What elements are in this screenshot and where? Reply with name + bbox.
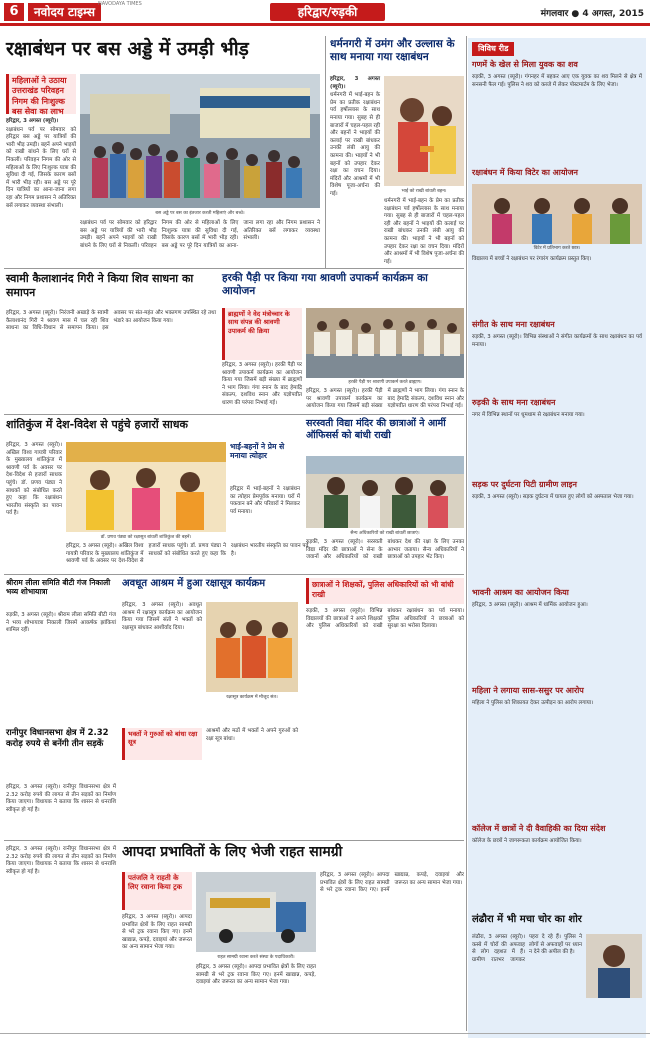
brand-sub: NAVODAYA TIMES [98, 1, 142, 7]
lead-headline: रक्षाबंधन पर बस अड्डे में उमड़ी भीड़ [6, 38, 249, 60]
aapda-photo [196, 872, 316, 952]
army-officers-rakhi-photo [306, 456, 464, 528]
avdhoot-caption: रक्षासूत्र कार्यक्रम में मौजूद संत। [226, 695, 278, 700]
aapda-subhead: पतंजलि ने राहती के लिए रवाना किया ट्रक [122, 872, 192, 910]
dharm-dateline: हरिद्वार, 3 अगस्त (ब्यूरो)। [330, 76, 380, 90]
ranipur-headline: रानीपुर विधानसभा क्षेत्र में 2.32 करोड़ रुपये से बनेंगी तीन सड़कें [6, 728, 109, 749]
sidebar-item-body: हरिद्वार, 3 अगस्त (ब्यूरो)। आश्रम में धार्मिक आयोजन हुआ। [472, 602, 588, 608]
sidebar-item-body: रुड़की, 3 अगस्त (ब्यूरो)। विभिन्न संस्थाओं ने संगीत कार्यक्रमों के साथ रक्षाबंधन का पर्व मनाया। [472, 334, 642, 348]
harki-body-continued: हरिद्वार, 3 अगस्त (ब्यूरो)। हरकी पैड़ी पर श्रावणी उपाकर्म कार्यक्रम का आयोजन किया गया जिसमें बड़ी संख्या में ब्राह्मणों ने भाग लिया। गंगा स्नान के बाद हेमाद्रि संकल्प, दशविध स्नान और यज्ञोपवीत धारण की परंपरा निभाई गई। [306, 388, 464, 410]
landhaura-photo [586, 934, 642, 998]
relief-truck-photo [196, 872, 316, 952]
saraswati-caption: सैन्य अधिकारियों को राखी बांधतीं छात्राएं। [350, 531, 420, 536]
section-rule [4, 268, 464, 269]
sidebar-item-body: नगर में विभिन्न स्थानों पर धूमधाम से रक्षाबंधन मनाया गया। [472, 412, 585, 418]
lead-subhead: महिलाओं ने उठाया उत्तराखंड परिवहन निगम की निःशुल्क बस सेवा का लाभ [6, 74, 76, 114]
issue-date: मंगलवार ● 4 अगस्त, 2015 [540, 9, 644, 19]
swami-body: हरिद्वार, 3 अगस्त (ब्यूरो)। निरंजनी अखाड़े के स्वामी कैलाशानंद गिरी ने श्रावण मास में चल रही शिव साधना का विधि-विधान से समापन किया। इस अवसर पर संत-महंत और भक्तगण उपस्थित रहे तथा भंडारे का आयोजन किया गया। [6, 310, 216, 332]
landhaura-headline: लंढौरा में भी मचा चोर का शोर [472, 914, 582, 925]
avdhoot-headline: अवधूत आश्रम में हुआ रक्षासूत्र कार्यक्रम [122, 578, 266, 589]
landhaura-portrait-photo [586, 934, 642, 998]
masthead [0, 0, 650, 26]
lead-body-continued: रक्षाबंधन पर्व पर सोमवार को हरिद्वार बस अड्डे पर यात्रियों की भारी भीड़ उमड़ी। बहनें अपने भाइयों को राखी बांधने के लिए घरों से निकलीं। परिवहन निगम की ओर से महिलाओं के लिए निःशुल्क यात्रा की सुविधा दी गई, जिसके कारण बसों में भारी भीड़ रही। बस अड्डे पर पूरे दिन यात्रियों का आना-जाना लगा रहा और निगम प्रशासन ने अतिरिक्त बसें लगाकर व्यवस्था संभाली। [80, 220, 320, 249]
dharm-body-continued: धर्मनगरी में भाई-बहन के प्रेम का प्रतीक रक्षाबंधन पर्व हर्षोल्लास के साथ मनाया गया। सुबह से ही बाजारों में चहल-पहल रही और बहनों ने भाइयों की कलाई पर राखी बांधकर उनकी लंबी आयु की कामना की। भाइयों ने भी बहनों को उपहार देकर रक्षा का वचन दिया। मंदिरों और आश्रमों में भी विशेष पूजा-अर्चना की गई। [384, 198, 464, 265]
dharm-caption: भाई को राखी बांधती बहन। [401, 189, 447, 194]
section-rule [4, 840, 464, 841]
harki-subhead: ब्राह्मणों ने वेद मंत्रोच्चार के साथ संपन्न की श्रावणी उपाकर्म की क्रिया [222, 308, 302, 360]
aapda-body-more: हरिद्वार, 3 अगस्त (ब्यूरो)। आपदा प्रभावित क्षेत्रों के लिए राहत सामग्री से भरे ट्रक रवाना किए गए। इनमें खाद्यान्न, कपड़े, दवाइयां और जरूरत का अन्य सामान भेजा गया। [320, 872, 464, 894]
harki-caption: हरकी पैड़ी पर श्रावणी उपाकर्म करते ब्राह्मण। [348, 380, 422, 385]
sidebar-item-body: महिला ने पुलिस को शिकायत देकर उत्पीड़न का आरोप लगाया। [472, 700, 594, 706]
leela-body: रुड़की, 3 अगस्त (ब्यूरो)। श्रीराम लीला समिति बीटी गंज ने भव्य शोभायात्रा निकाली जिसमें आकर्षक झांकियां शामिल रहीं। [6, 612, 116, 634]
bus-stand-crowd-photo [80, 74, 320, 208]
section-title: हरिद्वार/रुड़की [270, 3, 385, 21]
sidebar-item-body: कॉलेज के छात्रों ने जागरूकता कार्यक्रम आयोजित किया। [472, 838, 582, 844]
aapda-body: हरिद्वार, 3 अगस्त (ब्यूरो)। आपदा प्रभावित क्षेत्रों के लिए राहत सामग्री से भरे ट्रक रवाना किए गए। इनमें खाद्यान्न, कपड़े, दवाइयां और जरूरत का अन्य सामान भेजा गया। [122, 914, 192, 951]
swami-headline: स्वामी कैलाशानंद गिरी ने किया शिव साधना का समापन [6, 272, 194, 299]
section-rule [4, 574, 464, 575]
sidebar-item-title: महिला ने लगाया सास-ससुर पर आरोप [472, 686, 584, 695]
ranipur-body: हरिद्वार, 3 अगस्त (ब्यूरो)। रानीपुर विधानसभा क्षेत्र में 2.32 करोड़ रुपये की लागत से तीन सड़कों का निर्माण किया जाएगा। विधायक ने बताया कि शासन से धनराशि स्वीकृत हो गई है। [6, 784, 116, 813]
saraswati-photo [306, 456, 464, 528]
dharm-photo [384, 76, 464, 186]
brand-logo: नवोदय टाइम्स [28, 3, 101, 21]
sidebar-item-title: भावनी आश्रम का आयोजन किया [472, 588, 569, 597]
rakshasutra-saints-photo [206, 602, 298, 692]
leela-headline: श्रीराम लीला समिति बीटी गंज निकाली भव्य शोभायात्रा [6, 578, 111, 597]
guru-body: आश्रमों और मठों में भक्तों ने अपने गुरुओं को रक्षा सूत्र बांधा। [206, 728, 298, 742]
avdhoot-photo [206, 602, 298, 692]
sidebar-photo [472, 184, 642, 244]
lead-body [6, 118, 76, 264]
shanti-caption: डॉ. प्रणव पंड्या को रक्षासूत्र बांधतीं शांतिकुंज की बहनें। [100, 535, 192, 540]
harki-photo [306, 308, 464, 378]
section-rule [4, 414, 464, 415]
sidebar-item-body: रुड़की, 3 अगस्त (ब्यूरो)। सड़क दुर्घटना में घायल हुए लोगों को अस्पताल भेजा गया। [472, 494, 634, 500]
lead-photo [80, 74, 320, 208]
sidebar-item-body: विद्यालय में बच्चों ने रक्षाबंधन पर रंगारंग कार्यक्रम प्रस्तुत किए। [472, 256, 592, 262]
students-event-photo [472, 184, 642, 244]
bhaibahan-body: हरिद्वार में भाई-बहनों ने रक्षाबंधन का त्योहार प्रेमपूर्वक मनाया। घरों में पकवान बने और परिवारों ने मिलकर पर्व मनाया। [230, 486, 300, 515]
police-body: रुड़की, 3 अगस्त (ब्यूरो)। विभिन्न विद्यालयों की छात्राओं ने अपने शिक्षकों और पुलिस अधिकारियों को राखी बांधकर रक्षाबंधन का पर्व मनाया। पुलिस अधिकारियों ने छात्राओं को सुरक्षा का भरोसा दिलाया। [306, 608, 464, 630]
sidebar-item-title: गणमें के खेल से मिला युवक का शव [472, 60, 578, 69]
lead-caption: बस अड्डे पर बस का इंतजार करती महिलाएं और बच्चे। [155, 211, 245, 216]
sidebar-item-title: कॉलेज में छात्रों ने दी वैवाहिकी का दिया संदेश [472, 824, 606, 833]
lead-text: रक्षाबंधन पर्व पर सोमवार को हरिद्वार बस अड्डे पर यात्रियों की भारी भीड़ उमड़ी। बहनें अपने भाइयों को राखी बांधने के लिए घरों से निकलीं। परिवहन निगम की ओर से महिलाओं के लिए निःशुल्क यात्रा की सुविधा दी गई, जिसके कारण बसों में भारी भीड़ रही। बस अड्डे पर पूरे दिन यात्रियों का आना-जाना लगा रहा और निगम प्रशासन ने अतिरिक्त बसें लगाकर व्यवस्था संभाली। [6, 126, 76, 209]
shanti-photo [66, 442, 226, 532]
sidebar-item-title: सड़क पर दुर्घटना पिटी ग्रामीण लाइन [472, 480, 577, 489]
rakhi-tying-photo [384, 76, 464, 186]
sidebar-caption: विटेर में प्रतिभाग करते छात्र। [533, 246, 581, 251]
shanti-headline: शांतिकुंज में देश-विदेश से पहुंचे हजारों साधक [6, 418, 188, 431]
avdhoot-body: हरिद्वार, 3 अगस्त (ब्यूरो)। अवधूत आश्रम में रक्षासूत्र कार्यक्रम का आयोजन किया गया जिसमें संतों ने भक्तों को रक्षासूत्र बांधकर आशीर्वाद दिया। [122, 602, 202, 631]
sidebar-item-title: संगीत के साथ मना रक्षाबंधन [472, 320, 555, 329]
bhaibahan-headline: भाई-बहनों ने प्रेम से मनाया त्योहार [230, 442, 285, 461]
column-rule [325, 36, 326, 268]
sidebar-item-body: रुड़की, 3 अगस्त (ब्यूरो)। गंगनहर में बहकर आए एक युवक का शव मिलने से क्षेत्र में सनसनी फैल गई। पुलिस ने शव को कब्जे में लेकर पोस्टमार्टम के लिए भेजा। [472, 74, 642, 88]
column-rule [466, 36, 467, 1031]
aapda-body-continued: हरिद्वार, 3 अगस्त (ब्यूरो)। आपदा प्रभावित क्षेत्रों के लिए राहत सामग्री से भरे ट्रक रवाना किए गए। इनमें खाद्यान्न, कपड़े, दवाइयां और जरूरत का अन्य सामान भेजा गया। [196, 964, 316, 986]
page-number: 6 [4, 3, 24, 21]
sidebar-item-title: रक्षाबंधन में किया विटेर का आयोजन [472, 168, 578, 177]
harki-body: हरिद्वार, 3 अगस्त (ब्यूरो)। हरकी पैड़ी पर श्रावणी उपाकर्म कार्यक्रम का आयोजन किया गया जिसमें बड़ी संख्या में ब्राह्मणों ने भाग लिया। गंगा स्नान के बाद हेमाद्रि संकल्प, दशविध स्नान और यज्ञोपवीत धारण की परंपरा निभाई गई। [222, 362, 302, 406]
shanti-body-continued: हरिद्वार, 3 अगस्त (ब्यूरो)। अखिल विश्व गायत्री परिवार के मुख्यालय शांतिकुंज में श्रावणी पर्व के अवसर पर देश-विदेश से हजारों साधक पहुंचे। डॉ. प्रणव पंड्या ने साधकों को संबोधित करते हुए कहा कि रक्षाबंधन भारतीय संस्कृति का पावन पर्व है। [66, 543, 309, 565]
sidebar-item-title: रुड़की के साथ मना रक्षाबंधन [472, 398, 556, 407]
dharm-headline: धर्मनगरी में उमंग और उल्लास के साथ मनाया गया रक्षाबंधन [330, 38, 455, 64]
police-subhead: छात्राओं ने शिक्षकों, पुलिस अधिकारियों को भी बांधी राखी [306, 578, 464, 604]
saraswati-headline: सरस्वती विद्या मंदिर की छात्राओं ने आर्मी ऑफिसर्स को बांधी राखी [306, 418, 446, 441]
aapda-headline: आपदा प्रभावितों के लिए भेजी राहत सामग्री [122, 844, 343, 860]
dharm-body [330, 76, 380, 264]
lead-dateline: हरिद्वार, 3 अगस्त (ब्यूरो)। [6, 118, 59, 124]
saraswati-body: रुड़की, 3 अगस्त (ब्यूरो)। सरस्वती विद्या मंदिर की छात्राओं ने सेना के जवानों और अधिकारियों को राखी बांधकर देश की रक्षा के लिए उनका आभार जताया। सैन्य अधिकारियों ने छात्राओं को उपहार भेंट किए। [306, 539, 464, 561]
harki-headline: हरकी पैड़ी पर किया गया श्रावणी उपाकर्म कार्यक्रम का आयोजन [222, 272, 428, 298]
guru-subhead: भक्तों ने गुरुओं को बांधा रक्षा सूत्र [122, 728, 202, 760]
upakarm-ritual-photo [306, 308, 464, 378]
shanti-body: हरिद्वार, 3 अगस्त (ब्यूरो)। अखिल विश्व गायत्री परिवार के मुख्यालय शांतिकुंज में श्रावणी पर्व के अवसर पर देश-विदेश से हजारों साधक पहुंचे। डॉ. प्रणव पंड्या ने साधकों को संबोधित करते हुए कहा कि रक्षाबंधन भारतीय संस्कृति का पावन पर्व है। [6, 442, 62, 517]
landhaura-body: लंढौरा, 3 अगस्त (ब्यूरो)। कस्बे में चोरों की अफवाह से लोग दहशत में हैं। ग्रामीण रातभर जागकर पहरा दे रहे हैं। पुलिस ने लोगों से अफवाहों पर ध्यान न देने की अपील की है। [472, 934, 582, 963]
sidebar-slug: विविध रीड [472, 42, 514, 56]
aapda-caption: राहत सामग्री रवाना करते संस्था के पदाधिकारी। [217, 955, 295, 960]
footer-bar [0, 1033, 650, 1043]
shantikunj-sadhak-photo [66, 442, 226, 532]
dharm-text: धर्मनगरी में भाई-बहन के प्रेम का प्रतीक रक्षाबंधन पर्व हर्षोल्लास के साथ मनाया गया। सुबह से ही बाजारों में चहल-पहल रही और बहनों ने भाइयों की कलाई पर राखी बांधकर उनकी लंबी आयु की कामना की। भाइयों ने भी बहनों को उपहार देकर रक्षा का वचन दिया। मंदिरों और आश्रमों में भी विशेष पूजा-अर्चना की गई। [330, 92, 380, 197]
ranipur-body-continued: हरिद्वार, 3 अगस्त (ब्यूरो)। रानीपुर विधानसभा क्षेत्र में 2.32 करोड़ रुपये की लागत से तीन सड़कों का निर्माण किया जाएगा। विधायक ने बताया कि शासन से धनराशि स्वीकृत हो गई है। [6, 846, 116, 875]
